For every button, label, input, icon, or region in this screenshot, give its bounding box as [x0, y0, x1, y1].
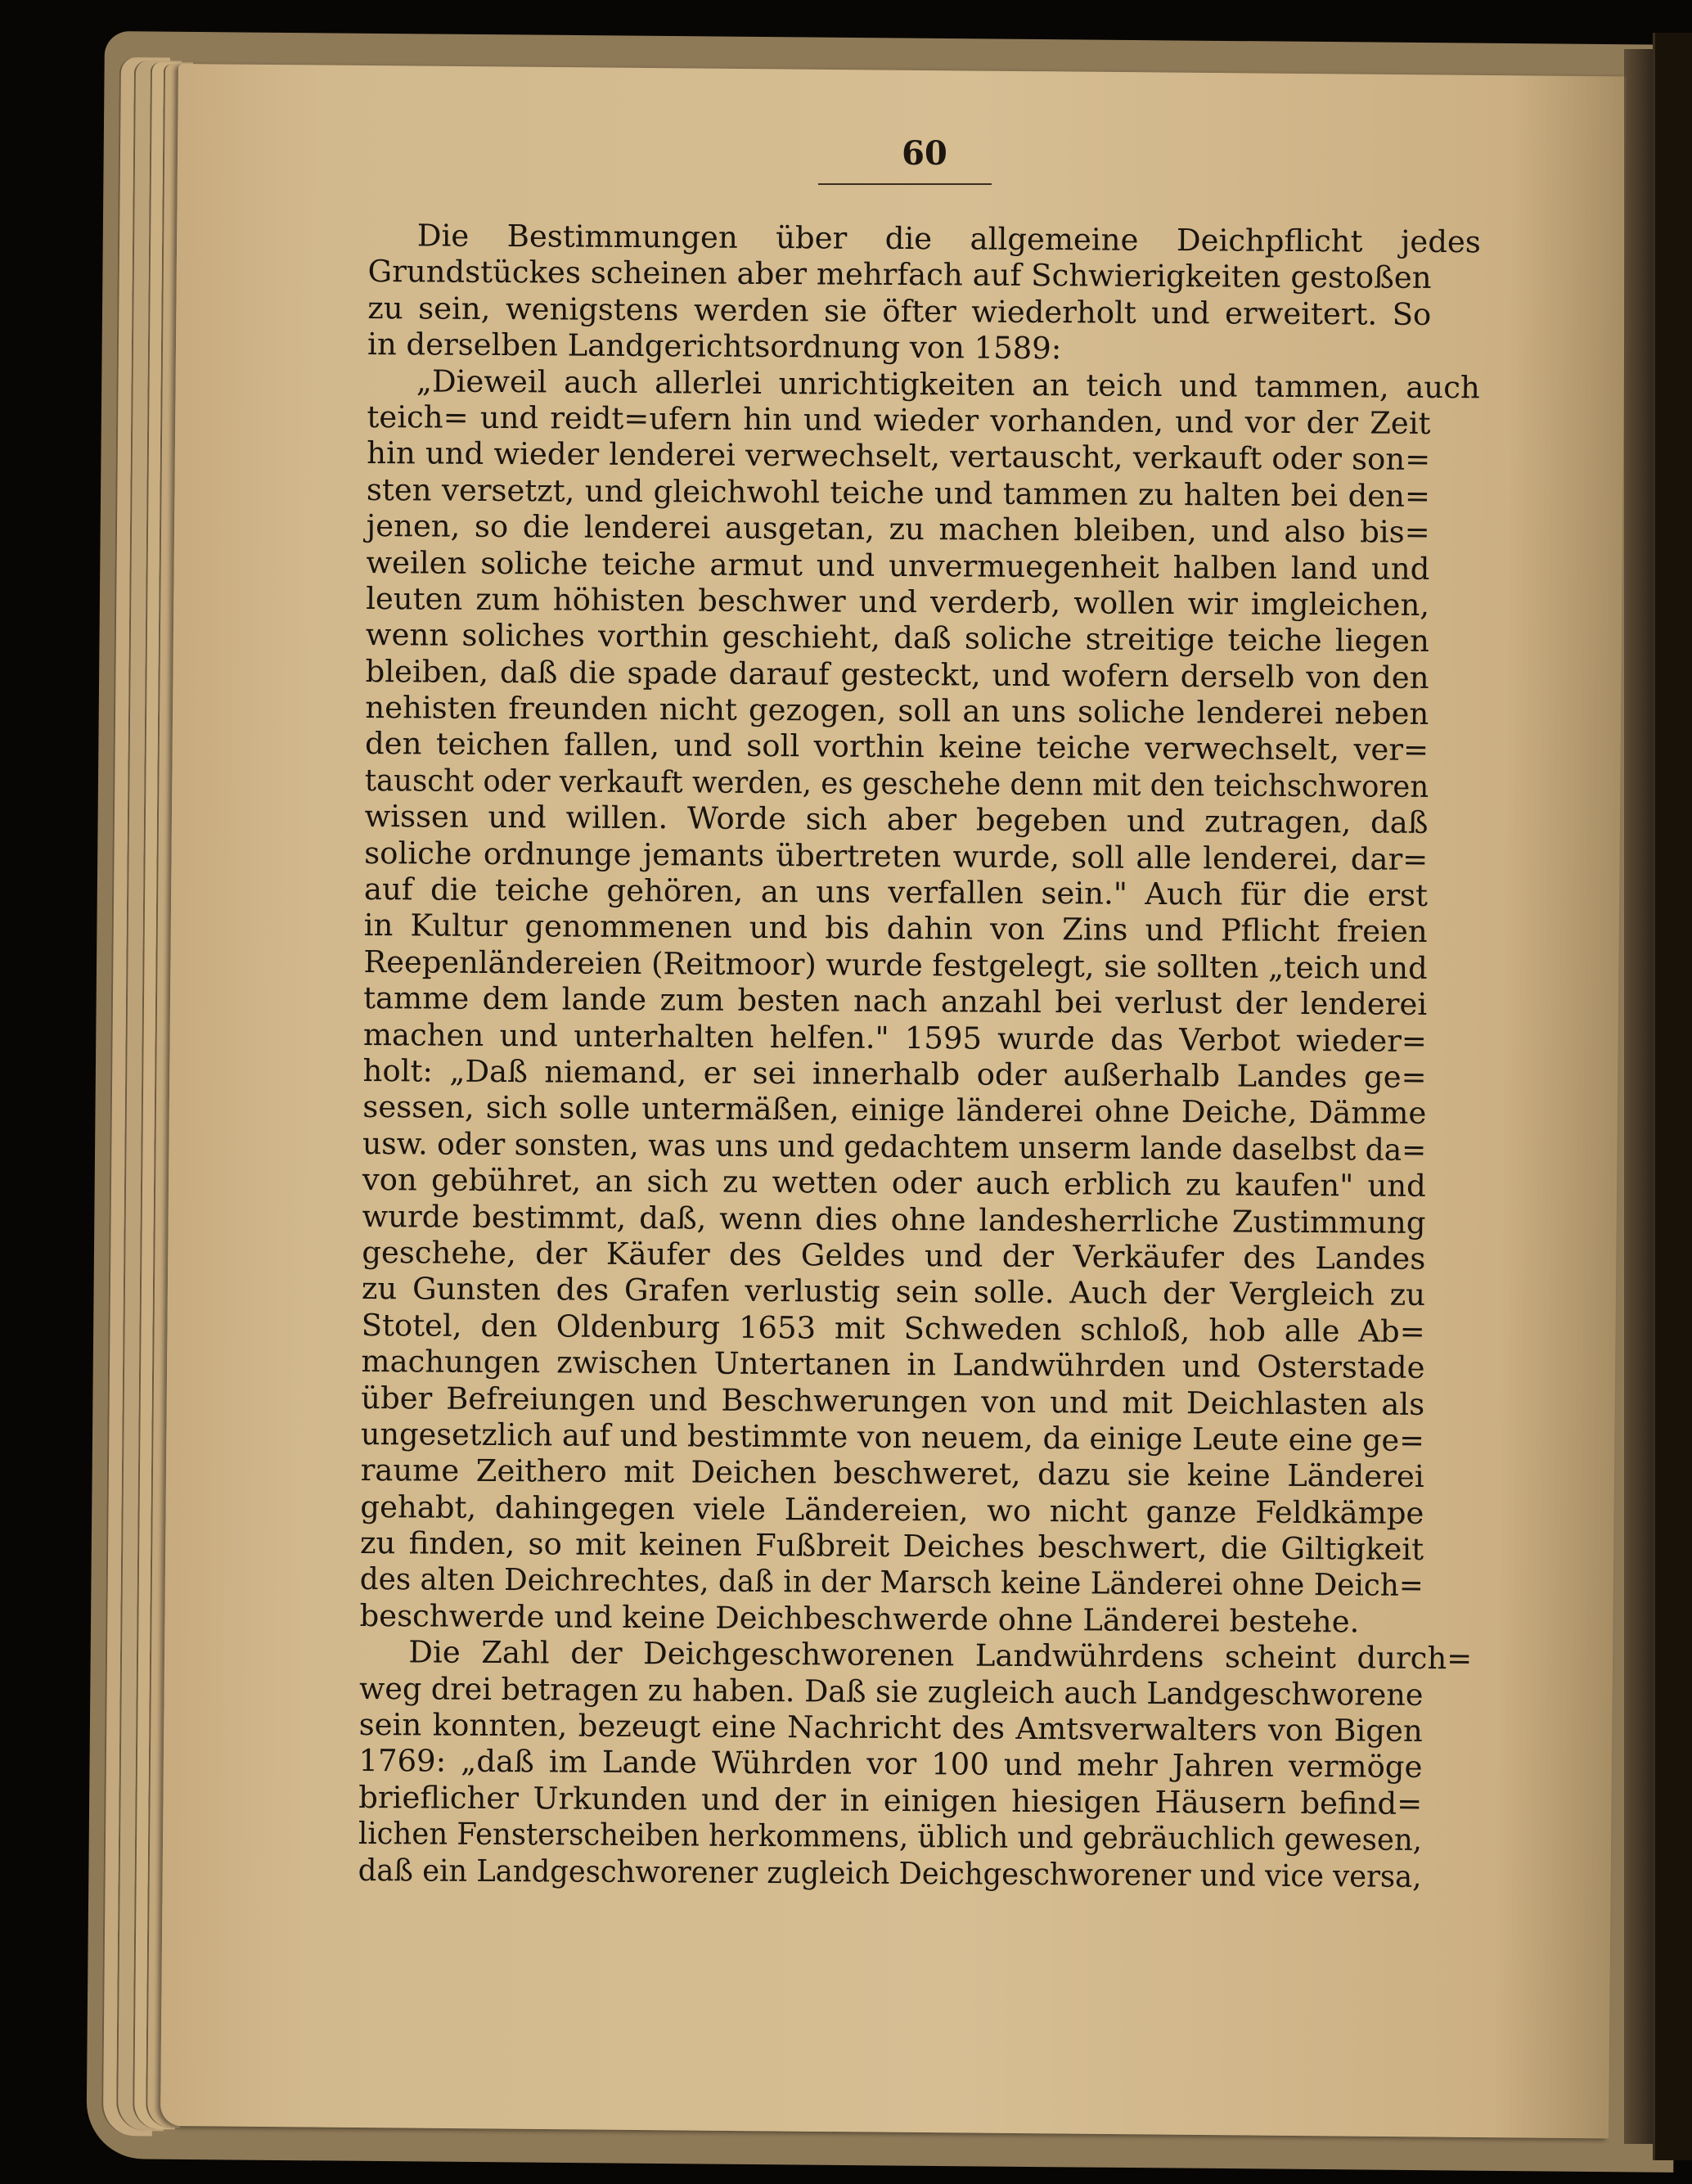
text-line: lichen Fensterscheiben herkommens, üblich und gebräuchlich gewesen,: [358, 1816, 1423, 1858]
text-line: daß ein Landgeschworener zugleich Deichgeschworener und vice versa,: [358, 1852, 1422, 1894]
text-line: wenn soliches vorthin geschieht, daß soliche streitige teiche liegen: [365, 617, 1429, 660]
text-line: tamme dem lande zum besten nach anzahl bei verlust der lenderei: [363, 980, 1428, 1023]
text-line: sten versetzt, und gleichwohl teiche und tammen zu halten bei den=: [366, 471, 1431, 514]
text-line: Stotel, den Oldenburg 1653 mit Schweden schloß, hob alle Ab=: [361, 1307, 1425, 1349]
text-line: leuten zum höhisten beschwer und verderb, wollen wir imgleichen,: [366, 580, 1430, 623]
text-line: soliche ordnunge jemants übertreten wurde, soll alle lenderei, dar=: [364, 835, 1429, 877]
text-line: bleiben, daß die spade darauf gesteckt, und wofern derselb von den: [365, 653, 1429, 696]
text-line: brieflicher Urkunden und der in einigen hiesigen Häusern befind=: [358, 1779, 1423, 1822]
text-line: zu sein, wenigstens werden sie öfter wiederholt und erweitert. So: [367, 290, 1432, 332]
book-spine: [1653, 33, 1692, 2160]
text-line: tauscht oder verkauft werden, es geschehe denn mit den teichschworen: [364, 762, 1429, 804]
text-line: Grundstückes scheinen aber mehrfach auf Schwierigkeiten gestoßen: [367, 254, 1432, 296]
text-line: sessen, sich solle untermäßen, einige länderei ohne Deiche, Dämme: [362, 1089, 1427, 1132]
text-line: weg drei betragen zu haben. Daß sie zugleich auch Landgeschworene: [358, 1670, 1424, 1713]
text-line: jenen, so die lenderei ausgetan, zu machen bleiben, und also bis=: [366, 508, 1430, 551]
text-line: usw. oder sonsten, was uns und gedachtem unserm lande daselbst da=: [362, 1125, 1427, 1168]
text-line: auf die teiche gehören, an uns verfallen sein." Auch für die erst: [363, 871, 1429, 913]
text-line: zu Gunsten des Grafen verlustig sein solle. Auch der Vergleich zu: [361, 1271, 1426, 1313]
text-line: wissen und willen. Worde sich aber begeben und zutragen, daß: [364, 799, 1429, 841]
text-line: in Kultur genommenen und bis dahin von Zins und Pflicht freien: [363, 907, 1428, 950]
text-line: teich= und reidt=ufern hin und wieder vorhanden, und vor der Zeit: [367, 399, 1431, 441]
text-line: über Befreiungen und Beschwerungen von und mit Deichlasten als: [361, 1380, 1425, 1422]
text-line: 1769: „daß im Lande Wührden vor 100 und mehr Jahren vermöge: [358, 1743, 1423, 1785]
text-line: geschehe, der Käufer des Geldes und der Verkäufer des Landes: [362, 1234, 1426, 1277]
text-line: Reepenländereien (Reitmoor) wurde festgelegt, sie sollten „teich und: [363, 943, 1428, 986]
text-line: raume Zeithero mit Deichen beschweret, dazu sie keine Länderei: [360, 1452, 1424, 1495]
text-line: ungesetzlich auf und bestimmte von neuem, da einige Leute eine ge=: [360, 1416, 1425, 1458]
text-line: weilen soliche teiche armut und unvermuegenheit halben land und: [366, 544, 1430, 587]
body-text: [358, 218, 1481, 1895]
text-line: wurde bestimmt, daß, wenn dies ohne landesherrliche Zustimmung: [362, 1198, 1426, 1241]
text-line: sein konnten, bezeugt eine Nachricht des Amtsverwalters von Bigen: [358, 1706, 1423, 1749]
text-line: den teichen fallen, und soll vorthin keine teiche verwechselt, ver=: [364, 726, 1429, 768]
text-line: Die Bestimmungen über die allgemeine Deichpflicht jedes: [416, 218, 1481, 260]
text-line: in derselben Landgerichtsordnung von 1589:: [367, 326, 1062, 367]
text-line: „Dieweil auch allerlei unrichtigkeiten an teich und tammen, auch: [416, 362, 1480, 405]
header-rule: [818, 183, 992, 185]
text-line: machungen zwischen Untertanen in Landwührden und Osterstade: [361, 1344, 1425, 1386]
text-line: Die Zahl der Deichgeschworenen Landwührdens scheint durch=: [408, 1634, 1473, 1677]
text-line: machen und unterhalten helfen." 1595 wurde das Verbot wieder=: [362, 1016, 1428, 1059]
text-line: gehabt, dahingegen viele Ländereien, wo nicht ganze Feldkämpe: [360, 1488, 1424, 1531]
text-line: hin und wieder lenderei verwechselt, vertauscht, verkauft oder son=: [367, 435, 1431, 478]
text-line: nehisten freunden nicht gezogen, soll an uns soliche lenderei neben: [365, 690, 1429, 732]
text-line: von gebühret, an sich zu wetten oder auch erblich zu kaufen" und: [362, 1162, 1426, 1205]
text-line: holt: „Daß niemand, er sei innerhalb oder außerhalb Landes ge=: [362, 1052, 1427, 1095]
page-number: 60: [902, 134, 947, 173]
text-line: des alten Deichrechtes, daß in der Marsch keine Länderei ohne Deich=: [359, 1561, 1424, 1604]
text-line: beschwerde und keine Deichbeschwerde ohne Länderei bestehe.: [359, 1597, 1360, 1640]
text-line: zu finden, so mit keinen Fußbreit Deiches beschwert, die Giltigkeit: [359, 1525, 1424, 1567]
